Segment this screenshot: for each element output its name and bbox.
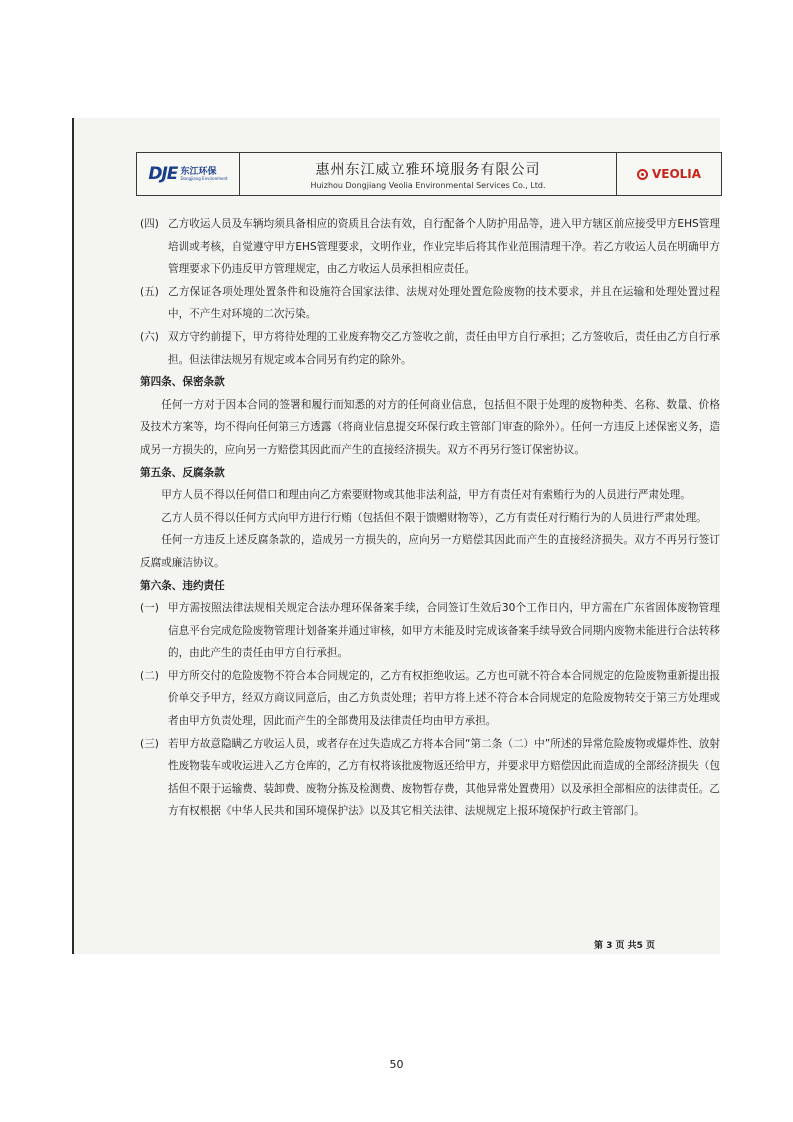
clause-number: (五) bbox=[140, 285, 159, 298]
dje-logo-cn: 东江环保 bbox=[180, 166, 217, 177]
clause-text: 甲方所交付的危险废物不符合本合同规定的，乙方有权拒绝收运。乙方也可就不符合本合同规定的危险废物重新提出报价单交予甲方，经双方商议同意后，由乙方负责处理；若甲方将上述不符合本合同规定的危险废物转交于第三方处理或者由甲方负责处理，因此而产生的全部费用及法律责任均由甲方承担。 bbox=[168, 669, 720, 728]
clause-number: (四) bbox=[140, 218, 159, 230]
article-4-paragraph: 任何一方对于因本合同的签署和履行而知悉的对方的任何商业信息，包括但不限于处理的废物种类、名称、数量、价格及技术方案等，均不得向任何第三方透露（将商业信息提交环保行政主管部门审查的除外）。任何一方违反上述保密义务，造成另一方损失的，应向另一方赔偿其因此而产生的直接经济损失。双方不再另行签订保密协议。 bbox=[140, 398, 720, 456]
veolia-logo bbox=[617, 153, 721, 195]
page-number: 50 bbox=[389, 1058, 404, 1071]
article-6-heading: 第六条、违约责任 bbox=[140, 579, 225, 592]
dje-logo bbox=[137, 153, 240, 195]
clause-number: (一) bbox=[140, 602, 159, 615]
clause-item bbox=[140, 326, 720, 371]
clause-number: (六) bbox=[140, 330, 159, 343]
clause-text: 甲方需按照法律法规相关规定合法办理环保备案手续，合同签订生效后30个工作日内，甲方需在广东省固体废物管理信息平台完成危险废物管理计划备案并通过审核，如甲方未能及时完成该备案手续导致合同期内废物未能进行合法转移的，由此产生的责任由甲方自行承担。 bbox=[168, 602, 720, 660]
letterhead bbox=[136, 152, 722, 196]
article-5-paragraph: 乙方人员不得以任何方式向甲方进行行贿（包括但不限于馈赠财物等），乙方有责任对行贿行为的人员进行严肃处理。 bbox=[161, 511, 707, 524]
dje-logo-en: Dongjiang Environment bbox=[180, 175, 228, 181]
clause-item bbox=[140, 597, 720, 665]
clause-item bbox=[140, 213, 720, 281]
clause-item bbox=[140, 665, 720, 733]
document-page-indicator: 第 3 页 共5 页 bbox=[594, 941, 656, 951]
article-4-heading: 第四条、保密条款 bbox=[140, 376, 225, 389]
contract-body bbox=[140, 213, 720, 823]
company-name-en: Huizhou Dongjiang Veolia Environmental Services Co., Ltd. bbox=[310, 180, 546, 190]
article-5-paragraph: 任何一方违反上述反腐条款的，造成另一方损失的，应向另一方赔偿其因此而产生的直接经济损失。双方不再另行签订反腐或廉洁协议。 bbox=[140, 534, 720, 569]
company-name-block bbox=[240, 153, 617, 195]
clause-text: 乙方收运人员及车辆均须具备相应的资质且合法有效，自行配备个人防护用品等，进入甲方辖区前应接受甲方EHS管理培训或考核，自觉遵守甲方EHS管理要求，文明作业，作业完毕后将其作业范围清理干净。若乙方收运人员在明确甲方管理要求下仍违反甲方管理规定，由乙方收运人员承担相应责任。 bbox=[168, 218, 720, 276]
veolia-circle-icon bbox=[637, 169, 648, 180]
article-5-heading: 第五条、反腐条款 bbox=[140, 466, 225, 479]
dje-logo-mark: DJE bbox=[148, 164, 178, 184]
clause-item bbox=[140, 281, 720, 326]
clause-text: 若甲方故意隐瞒乙方收运人员，或者存在过失造成乙方将本合同“第二条（二）中”所述的异常危险废物或爆炸性、放射性废物装车或收运进入乙方仓库的，乙方有权将该批废物返还给甲方，并要求甲方赔偿因此而造成的全部经济损失（包括但不限于运输费、装卸费、废物分拣及检测费、废物暂存费，其他异常处置费用）以及承担全部相应的法律责任。乙方有权根据《中华人民共和国环境保护法》以及其它相关法律、法规规定上报环境保护行政主管部门。 bbox=[168, 737, 720, 818]
company-name-cn: 惠州东江威立雅环境服务有限公司 bbox=[315, 161, 541, 178]
article-5-paragraph: 甲方人员不得以任何借口和理由向乙方索要财物或其他非法利益，甲方有责任对有索贿行为的人员进行严肃处理。 bbox=[161, 489, 691, 502]
clause-item bbox=[140, 733, 720, 823]
clause-text: 双方守约前提下，甲方将待处理的工业废弃物交乙方签收之前，责任由甲方自行承担；乙方签收后，责任由乙方自行承担。但法律法规另有规定或本合同另有约定的除外。 bbox=[168, 330, 720, 366]
clause-text: 乙方保证各项处理处置条件和设施符合国家法律、法规对处理处置危险废物的技术要求，并且在运输和处理处置过程中，不产生对环境的二次污染。 bbox=[168, 285, 720, 321]
veolia-logo-text: VEOLIA bbox=[651, 167, 702, 181]
clause-number: (三) bbox=[140, 737, 159, 750]
clause-number: (二) bbox=[140, 669, 159, 682]
scanned-page bbox=[72, 118, 720, 954]
